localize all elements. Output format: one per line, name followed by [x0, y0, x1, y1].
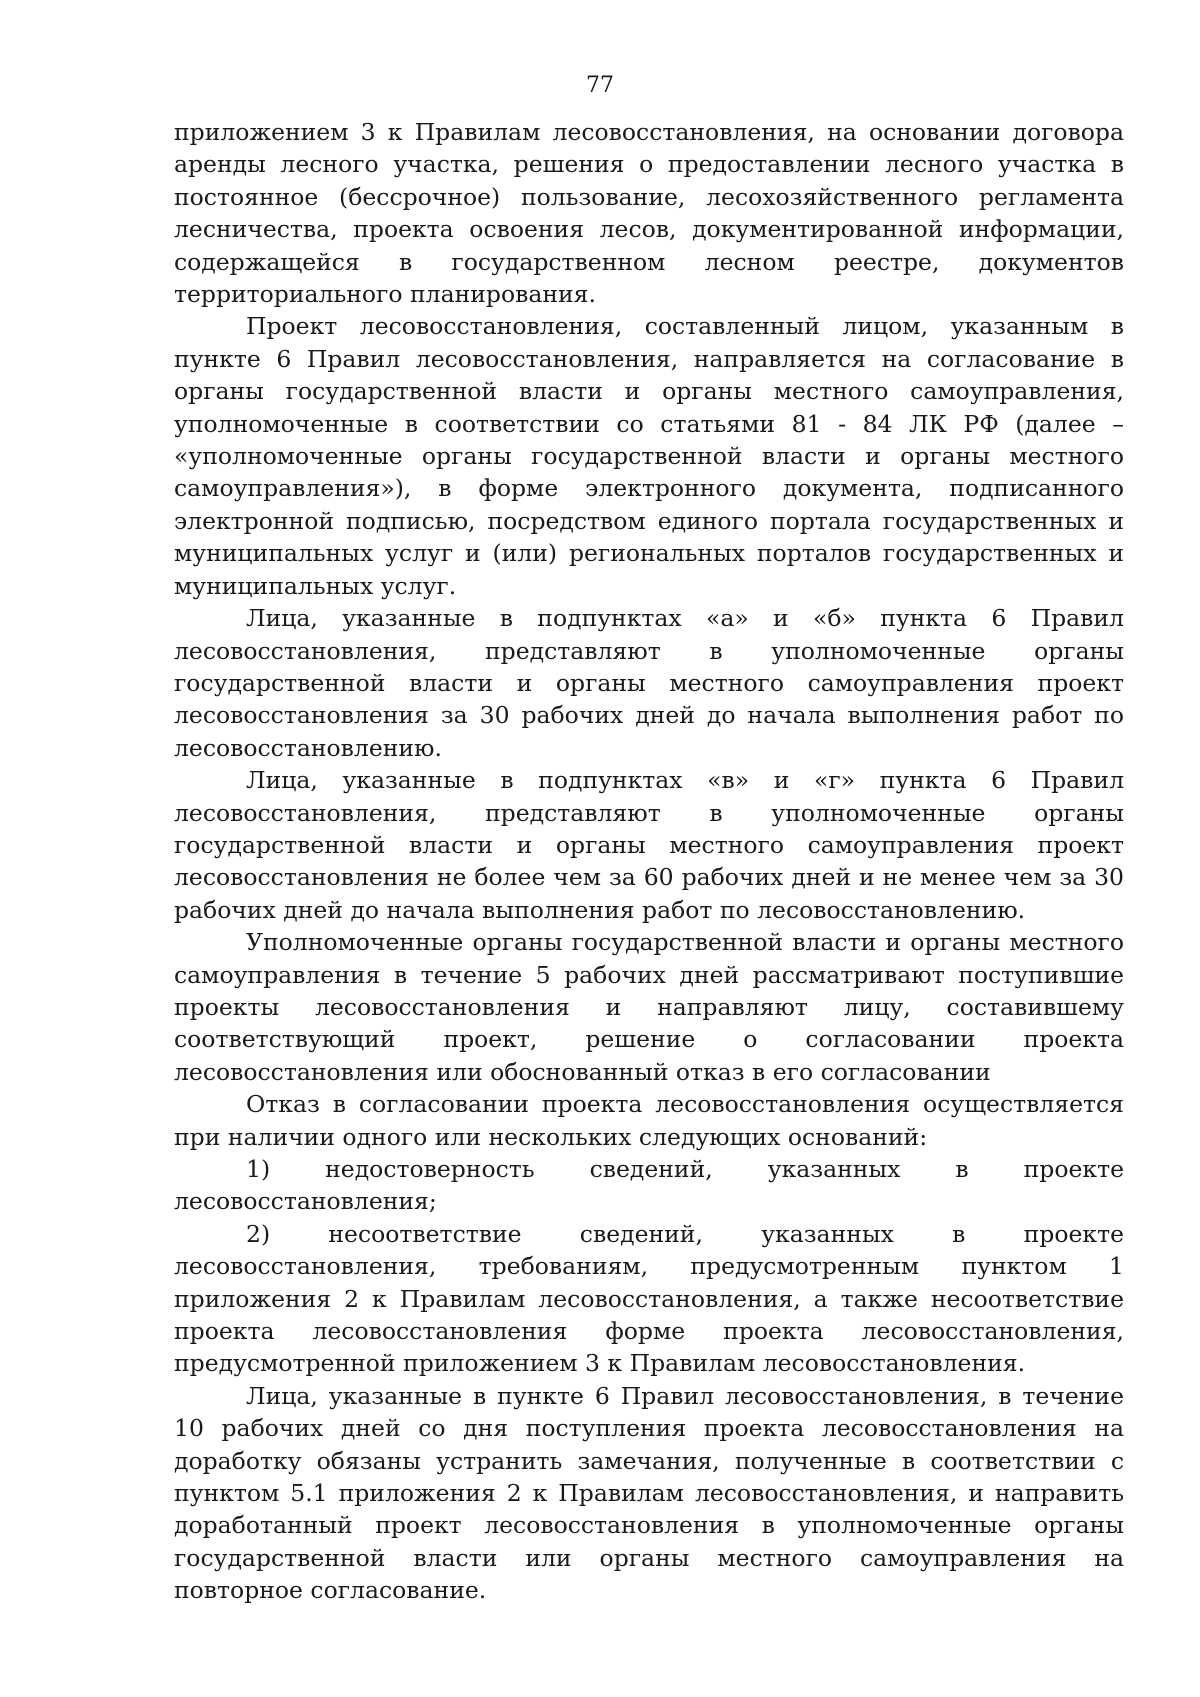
list-item-2: 2) несоответствие сведений, указанных в проекте лесовосстановления, требованиям, предусмотренным пунктом 1 приложения 2 к Правилам лесовосстановления, а также несоответствие проекта лесовосстановления форме проекта лесовосстановления, предусмотренной приложением 3 к Правилам лесовосстановления.: [174, 1219, 1124, 1378]
paragraph-project-submission: Проект лесовосстановления, составленный лицом, указанным в пункте 6 Правил лесовосстановления, направляется на согласование в органы государственной власти и органы местного самоуправления, уполномоченные в соответствии со статьями 81 - 84 ЛК РФ (далее – «уполномоченные органы государственной власти и органы местного самоуправления»), в форме электронного документа, подписанного электронной подписью, посредством единого портала государственных и муниципальных услуг и (или) региональных порталов государственных и муниципальных услуг.: [174, 312, 1124, 600]
paragraph-revision: Лица, указанные в пункте 6 Правил лесовосстановления, в течение 10 рабочих дней со дня поступления проекта лесовосстановления на доработку обязаны устранить замечания, полученные в соответствии с пунктом 5.1 приложения 2 к Правилам лесовосстановления, и направить доработанный проект лесовосстановления в уполномоченные органы государственной власти или органы местного самоуправления на повторное согласование.: [174, 1381, 1124, 1605]
paragraph-review-period: Уполномоченные органы государственной власти и органы местного самоуправления в течение 5 рабочих дней рассматривают поступившие проекты лесовосстановления и направляют лицу, составившему соответствующий проект, решение о согласовании проекта лесовосстановления или обоснованный отказ в его согласовании: [174, 928, 1124, 1086]
document-body: [174, 116, 1124, 1607]
list-item-1: 1) недостоверность сведений, указанных в проекте лесовосстановления;: [174, 1155, 1124, 1216]
paragraph-continuation: приложением 3 к Правилам лесовосстановления, на основании договора аренды лесного участка, решения о предоставлении лесного участка в постоянное (бессрочное) пользование, лесохозяйственного регламента лесничества, проекта освоения лесов, документированной информации, содержащейся в государственном лесном реестре, документов территориального планирования.: [174, 118, 1124, 309]
paragraph-deadline-v-g: Лица, указанные в подпунктах «в» и «г» пункта 6 Правил лесовосстановления, представляют в уполномоченные органы государственной власти и органы местного самоуправления проект лесовосстановления не более чем за 60 рабочих дней и не менее чем за 30 рабочих дней до начала выполнения работ по лесовосстановлению.: [174, 766, 1124, 924]
paragraph-deadline-a-b: Лица, указанные в подпунктах «а» и «б» пункта 6 Правил лесовосстановления, представляют в уполномоченные органы государственной власти и органы местного самоуправления проект лесовосстановления за 30 рабочих дней до начала выполнения работ по лесовосстановлению.: [174, 604, 1124, 762]
paragraph-refusal-grounds: Отказ в согласовании проекта лесовосстановления осуществляется при наличии одного или нескольких следующих оснований:: [174, 1090, 1124, 1151]
page-number: 77: [586, 73, 614, 98]
